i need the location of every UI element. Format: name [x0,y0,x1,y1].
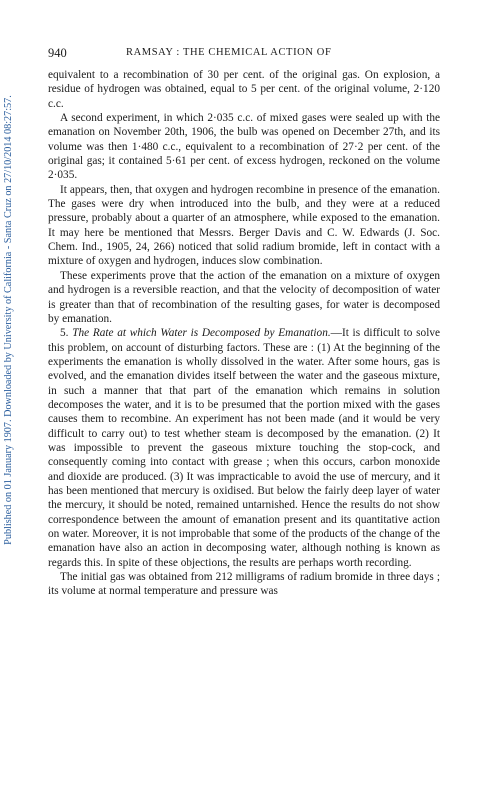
paragraph-5 [48,326,440,570]
paragraph-4: These experiments prove that the action of the emanation on a mixture of oxygen and hydrogen is a reversible reaction, and that the velocity of decomposition of water is greater than that of recombination of the resulting gases, for water is decomposed by emanation. [48,269,440,325]
page-number: 940 [48,46,67,60]
publication-stamp-text: Published on 01 January 1907. Downloaded by University of California - Santa Cruz on 27/10/2014 08:27:57. [3,95,14,545]
paragraph-5-body: —It is difficult to solve this problem, on account of disturbing factors. These are : (1) At the beginning of the experiments the emanation is wholly dissolved in the water. After some hours, gas is evolved, and the emanation divides itself between the water and the gaseous mixture, in such a manner that that part of the emanation which remains in solution decomposes the water, and it is to be presumed that the portion mixed with the gases causes them to recombine. An experiment has not been made (and it would be very difficult to carry out) to test whether steam is decomposed by the emanation. (2) It was impossible to prevent the gaseous mixture touching the stop-cock, and consequently coming into contact with grease ; when this occurs, carbon monoxide and dioxide are produced. (3) It was impracticable to avoid the use of mercury, and it has been mentioned that mercury is oxidised. But below the fairly deep layer of water the mercury, it should be noted, remained untarnished. Hence the results do not show correspondence between the amount of emanation present and its quantitative action on water. Moreover, it is not improbable that some of the products of the change of the emanation have also an action in decomposing water, although nothing is known as regards this. In spite of these objections, the results are perhaps worth recording. [48,327,440,569]
section-number: 5. [60,327,69,340]
section-title: The Rate at which Water is Decomposed by Emanation. [72,327,331,340]
paragraph-3: It appears, then, that oxygen and hydrogen recombine in presence of the emanation. The gases were dry when introduced into the bulb, and they were at a reduced pressure, probably about a quarter of an atmosphere, while exposed to the emanation. It may here be mentioned that Messrs. Berger Davis and C. W. Edwards (J. Soc. Chem. Ind., 1905, 24, 266) noticed that solid radium bromide, left in contact with a mixture of oxygen and hydrogen, induces slow combination. [48,183,440,268]
paragraph-6: The initial gas was obtained from 212 milligrams of radium bromide in three days ; its volume at normal temperature and pressure was [48,571,440,598]
page-header [48,46,440,62]
paragraph-2: A second experiment, in which 2·035 c.c. of mixed gases were sealed up with the emanation on November 20th, 1906, the bulb was opened on December 27th, and its volume was then 1·480 c.c., equivalent to a recombination of 27·2 per cent. of the original gas; it contained 5·61 per cent. of excess hydrogen, reckoned on the volume 2·035. [48,112,440,182]
article-body [48,68,440,599]
publication-stamp [3,30,17,610]
running-head: RAMSAY : THE CHEMICAL ACTION OF [126,47,332,58]
paragraph-1: equivalent to a recombination of 30 per cent. of the original gas. On explosion, a residue of hydrogen was obtained, equal to 5 per cent. of the original volume, 2·120 c.c. [48,69,440,110]
